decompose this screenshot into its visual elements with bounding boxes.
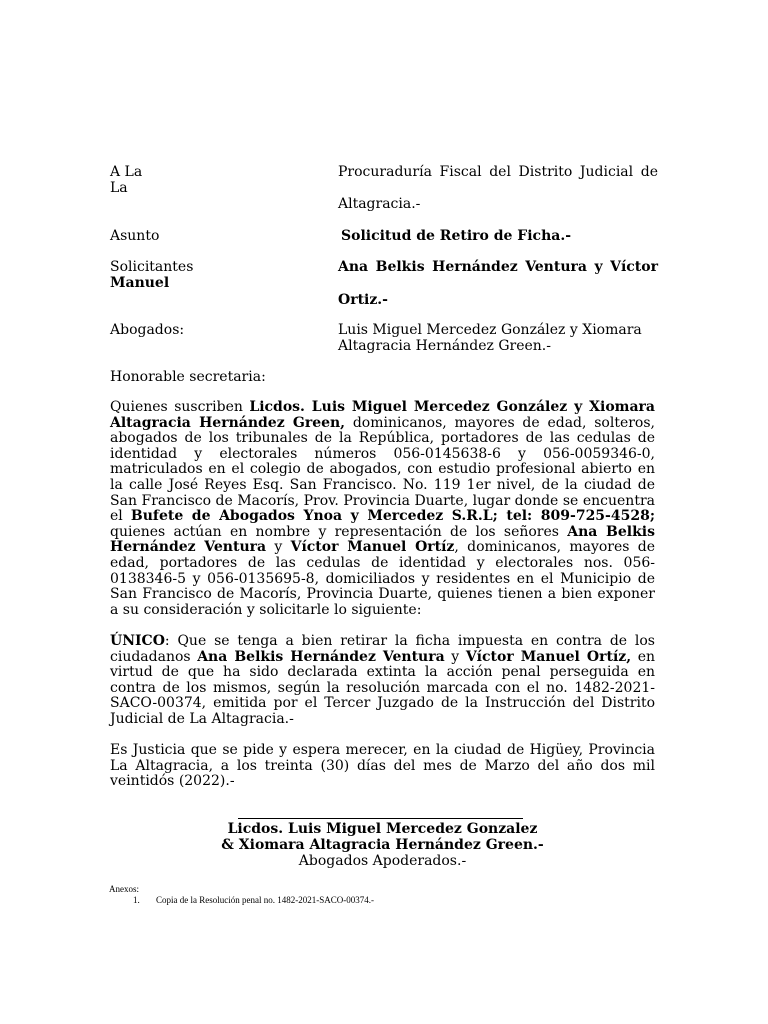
solicitantes-label: Solicitantes [110, 259, 194, 275]
signature-line [238, 818, 523, 819]
solicitantes-value-line1: Ana Belkis Hernández Ventura y Víctor [338, 259, 658, 275]
a-la-value-line2: Altagracia.- [338, 196, 421, 212]
manuel-label: Manuel [110, 275, 170, 291]
body-paragraph-3: Es Justicia que se pide y espera merecer, en la ciudad de Higüey, Provincia La Altagracia, a los treinta (30) días del mes de Marzo del año dos mil veintidós (2022).- [110, 742, 655, 790]
abogados-value-line1: Luis Miguel Mercedez González y Xiomara [338, 322, 642, 338]
abogados-label: Abogados: [110, 322, 185, 338]
la-label: La [110, 180, 128, 196]
annex-item-number: 1. [133, 895, 140, 905]
annex-label: Anexos: [109, 884, 139, 894]
asunto-value: Solicitud de Retiro de Ficha.- [341, 228, 572, 244]
a-la-value-line1: Procuraduría Fiscal del Distrito Judicial de [338, 164, 658, 180]
signature-name-line1: Licdos. Luis Miguel Mercedez Gonzalez [227, 821, 538, 837]
abogados-value-line2: Altagracia Hernández Green.- [338, 338, 551, 354]
signature-role: Abogados Apoderados.- [298, 853, 467, 869]
annex-item-text: Copia de la Resolución penal no. 1482-2021-SACO-00374.- [156, 895, 374, 905]
a-la-label: A La [110, 164, 143, 180]
asunto-label: Asunto [110, 228, 160, 244]
solicitantes-value-line2: Ortiz.- [338, 292, 388, 308]
body-paragraph-2: ÚNICO: Que se tenga a bien retirar la ficha impuesta en contra de los ciudadanos Ana Belkis Hernández Ventura y Víctor Manuel Ortíz, en virtud de que ha sido declarada extinta la acción penal perseguida en contra de los mismos, según la resolución marcada con el no. 1482-2021-SACO-00374, emitida por el Tercer Juzgado de la Instrucción del Distrito Judicial de La Altagracia.- [110, 633, 655, 727]
body-paragraph-1: Quienes suscriben Licdos. Luis Miguel Mercedez González y Xiomara Altagracia Hernández Green, dominicanos, mayores de edad, solteros, abogados de los tribunales de la República, portadores de las cedulas de identidad y electorales números 056-0145638-6 y 056-0059346-0, matriculados en el colegio de abogados, con estudio profesional abierto en la calle José Reyes Esq. San Francisco. No. 119 1er nivel, de la ciudad de San Francisco de Macorís, Prov. Provincia Duarte, lugar donde se encuentra el Bufete de Abogados Ynoa y Mercedez S.R.L; tel: 809-725-4528; quienes actúan en nombre y representación de los señores Ana Belkis Hernández Ventura y Víctor Manuel Ortíz, dominicanos, mayores de edad, portadores de las cedulas de identidad y electorales nos. 056-0138346-5 y 056-0135695-8, domiciliados y residentes en el Municipio de San Francisco de Macorís, Provincia Duarte, quienes tienen a bien exponer a su consideración y solicitarle lo siguiente: [110, 399, 656, 618]
signature-name-line2: & Xiomara Altagracia Hernández Green.- [221, 837, 544, 853]
salutation: Honorable secretaria: [110, 369, 266, 385]
